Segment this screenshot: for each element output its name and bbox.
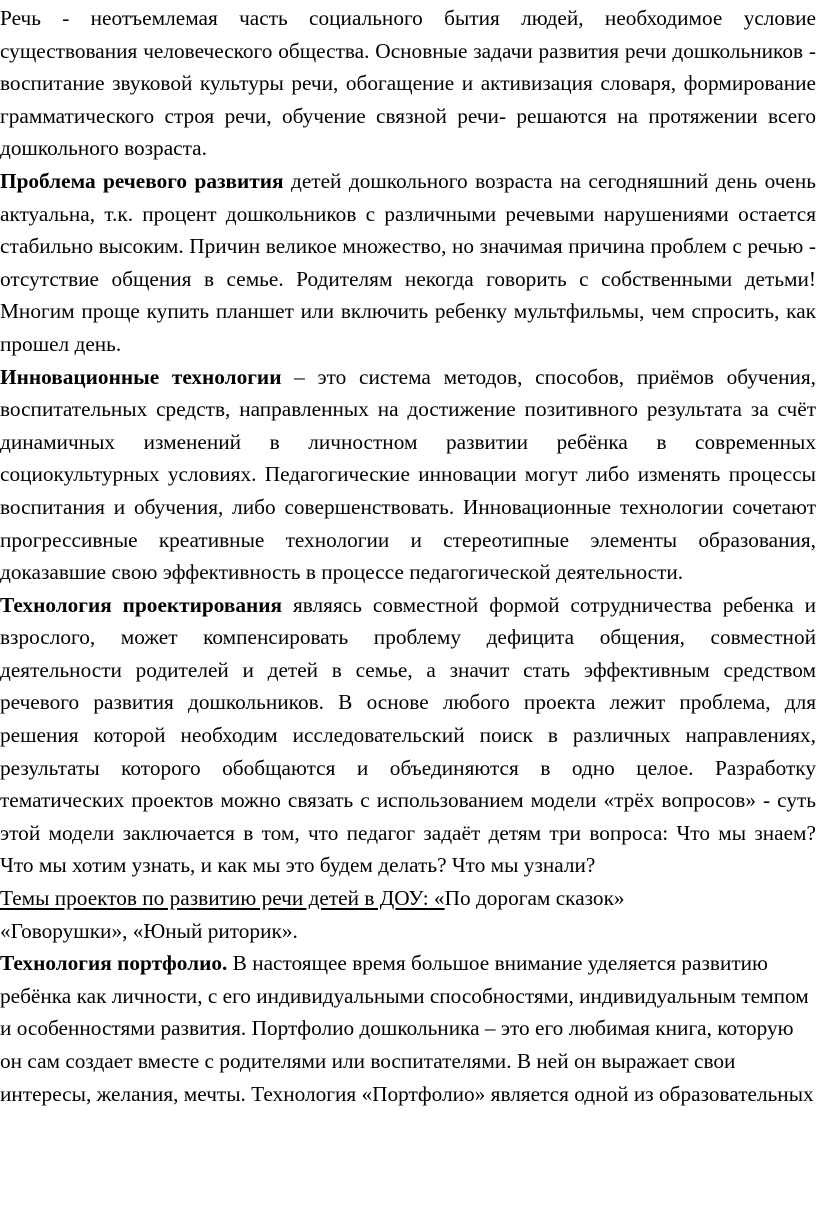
themes-underlined-text: Темы проектов по развитию речи детей в ДОУ: « (0, 886, 445, 911)
paragraph-text: В настоящее время большое внимание уделяется развитию ребёнка как личности, с его индивидуальными способностями, индивидуальным темпом и особенностями развития. Портфолио дошкольника – это его любимая книга, которую он сам создает вместе с родителями или воспитателями. В ней он выражает свои интересы, желания, мечты. Технология «Портфолио» является одной из образовательных (0, 951, 814, 1106)
paragraph-lead: Технология проектирования (0, 592, 283, 617)
paragraph-portfolio-tech (0, 947, 816, 1110)
paragraph-speech-problem (0, 165, 816, 361)
paragraph-innovative-tech (0, 361, 816, 589)
paragraph-lead: Технология портфолио. (0, 951, 228, 976)
themes-line2: «Говорушки», «Юный риторик». (0, 918, 298, 943)
paragraph-text: детей дошкольного возраста на сегодняшний день очень актуальна, т.к. процент дошкольников с различными речевыми нарушениями остается стабильно высоким. Причин великое множество, но значимая причина проблем с речью - отсутствие общения в семье. Родителям некогда говорить с собственными детьми! Многим проще купить планшет или включить ребенку мультфильмы, чем спросить, как прошел день. (0, 168, 816, 356)
paragraph-project-themes (0, 882, 816, 947)
themes-line1-rest: По дорогам сказок» (444, 886, 625, 911)
paragraph-speech-intro (0, 2, 816, 165)
paragraph-text: – это система методов, способов, приёмов обучения, воспитательных средств, направленных на достижение позитивного результата за счёт динамичных изменений в личностном развитии ребёнка в современных социокультурных условиях. Педагогические инновации могут либо изменять процессы воспитания и обучения, либо совершенствовать. Инновационные технологии сочетают прогрессивные креативные технологии и стереотипные элементы образования, доказавшие свою эффективность в процессе педагогической деятельности. (0, 364, 816, 585)
paragraph-lead: Проблема речевого развития (0, 168, 284, 193)
paragraph-text: Речь - неотъемлемая часть социального бытия людей, необходимое условие существования человеческого общества. Основные задачи развития речи дошкольников - воспитание звуковой культуры речи, обогащение и активизация словаря, формирование грамматического строя речи, обучение связной речи- решаются на протяжении всего дошкольного возраста. (0, 6, 816, 161)
paragraph-text: являясь совместной формой сотрудничества ребенка и взрослого, может компенсировать проблему дефицита общения, совместной деятельности родителей и детей в семье, а значит стать эффективным средством речевого развития дошкольников. В основе любого проекта лежит проблема, для решения которой необходим исследовательский поиск в различных направлениях, результаты которого обобщаются и объединяются в одно целое. Разработку тематических проектов можно связать с использованием модели «трёх вопросов» - суть этой модели заключается в том, что педагог задаёт детям три вопроса: Что мы знаем? Что мы хотим узнать, и как мы это будем делать? Что мы узнали? (0, 592, 816, 878)
paragraph-project-tech (0, 589, 816, 882)
paragraph-lead: Инновационные технологии (0, 364, 282, 389)
